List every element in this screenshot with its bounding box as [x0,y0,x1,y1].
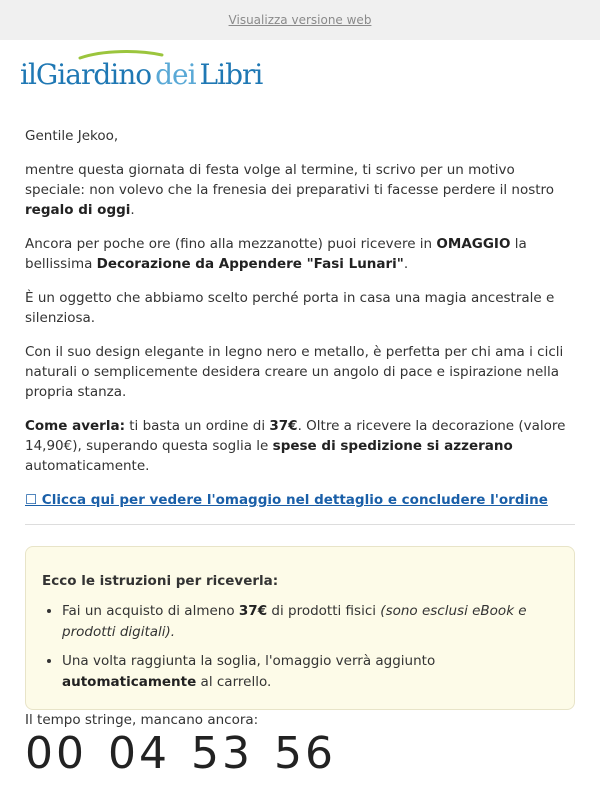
item1-text-2: di prodotti fisici [267,603,381,619]
how-to-threshold: 37€ [269,418,298,434]
view-web-version-link[interactable]: Visualizza versione web [228,13,372,27]
header [0,40,600,118]
item2-bold: automaticamente [62,674,197,690]
logo-text-il: il [20,58,36,91]
paragraph-design: Con il suo design elegante in legno nero e metallo, è perfetta per chi ama i cicli naturali o semplicemente desidera creare un angolo di pace e ispirazione nella propria stanza. [25,344,564,400]
brand-logo[interactable] [20,58,280,91]
top-bar [0,0,600,40]
countdown-timer [25,728,575,779]
logo-leaf-icon [78,50,164,60]
paragraph-intro [25,160,575,220]
timer-frames: 56 [274,728,336,779]
instructions-box [25,546,575,710]
email-body [0,126,600,779]
instructions-list [42,601,558,693]
item2-text-1: Una volta raggiunta la soglia, l'omaggio verrà aggiunto [62,653,436,669]
timer-hours: 00 [25,728,87,779]
divider [25,524,575,525]
logo-text-giardino: Giardino [35,58,152,91]
item1-italic: (sono esclusi eBook e prodotti digitali). [62,603,527,640]
offer-bold-product: Decorazione da Appendere "Fasi Lunari" [96,256,404,272]
offer-text-2: la bellissima [25,236,527,272]
timer-label: Il tempo stringe, mancano ancora: [25,712,259,728]
timer-seconds: 53 [191,728,253,779]
greeting: Gentile Jekoo, [25,128,119,144]
list-item [62,651,558,693]
paragraph-how-to [25,416,575,476]
instructions-title: Ecco le istruzioni per riceverla: [42,573,279,589]
paragraph-offer [25,234,575,274]
how-to-bold: Come averla: [25,418,125,434]
intro-end: . [130,202,135,218]
how-to-text-1: ti basta un ordine di [124,418,270,434]
how-to-shipping: spese di spedizione si azzerano [272,438,513,454]
intro-text: mentre questa giornata di festa volge al termine, ti scrivo per un motivo speciale: non volevo che la frenesia dei preparativi ti facesse perdere il nostro [25,162,555,198]
gift-details-link[interactable]: ☐ Clicca qui per vedere l'omaggio nel dettaglio e concludere l'ordine [25,492,548,508]
how-to-text-2: . Oltre a ricevere la decorazione (valore 14,90€), superando questa soglia le [25,418,566,454]
offer-text-1: Ancora per poche ore (fino alla mezzanotte) puoi ricevere in [25,236,437,252]
logo-text-dei: dei [155,58,196,91]
item1-text-1: Fai un acquisto di almeno [62,603,239,619]
timer-minutes: 04 [108,728,170,779]
logo-text-libri: Libri [199,58,263,91]
intro-bold: regalo di oggi [25,202,131,218]
item2-text-2: al carrello. [196,674,272,690]
item1-bold: 37€ [238,603,268,619]
list-item [62,601,558,643]
paragraph-description: È un oggetto che abbiamo scelto perché porta in casa una magia ancestrale e silenziosa. [25,290,555,326]
offer-bold-omaggio: OMAGGIO [436,236,511,252]
how-to-text-3: automaticamente. [25,458,150,474]
offer-end: . [403,256,409,272]
